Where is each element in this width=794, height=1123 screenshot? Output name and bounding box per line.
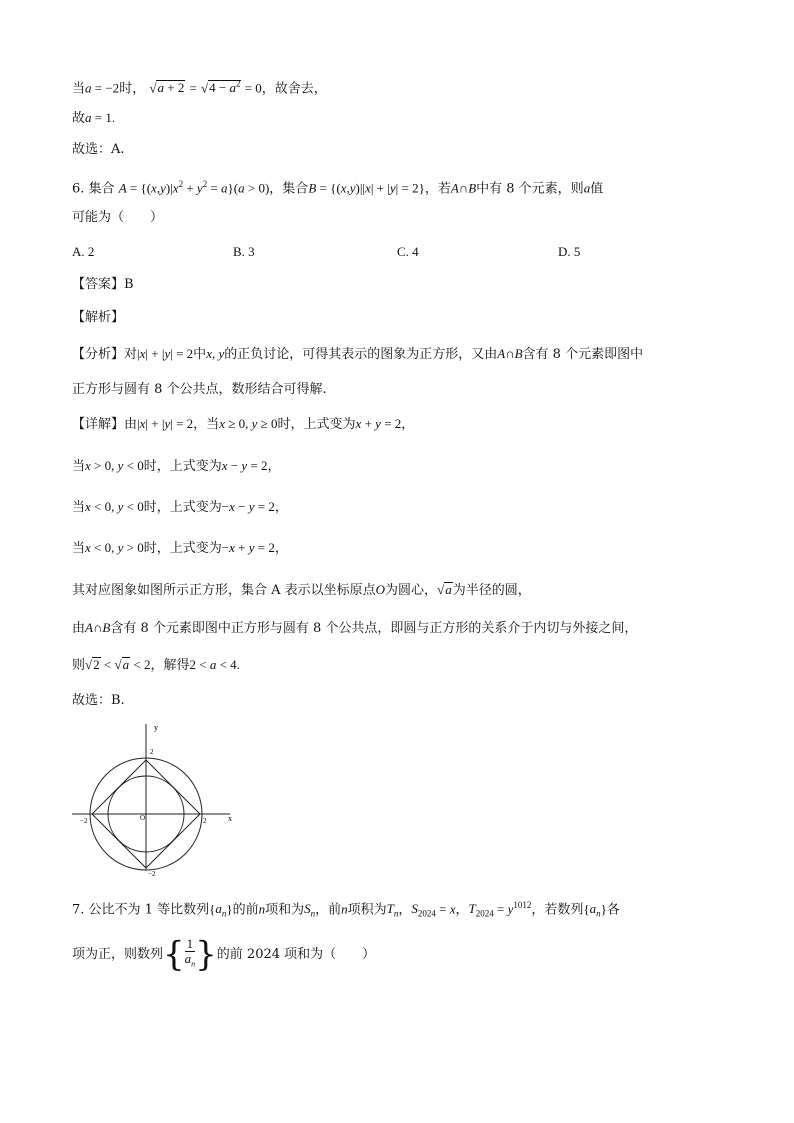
text: 时， — [119, 81, 146, 97]
detail-line-1: 【详解】由|x| + |y| = 2，当x ≥ 0, y ≥ 0时，上式变为x + y = 2， — [72, 416, 415, 432]
text: 值 — [590, 181, 604, 197]
text: ，若数列 — [531, 902, 584, 918]
case-line-4: 当x < 0, y > 0时，上式变为−x + y = 2， — [72, 540, 288, 556]
text: 当 — [72, 459, 86, 474]
tick-label-x-pos: 2 — [203, 817, 207, 825]
tick-label-y-pos: 2 — [150, 748, 154, 756]
circle-square-figure — [68, 718, 248, 878]
x-axis-label: x — [228, 814, 232, 823]
text: ，集合 — [269, 181, 309, 197]
text-line-3: 故选：A. — [72, 142, 125, 157]
question-6-stem: 6. 集合 $A = \{(x,y)|x^2 + y^2 = a\}(a > 0)$，集合B = {(x,y)||x| + |y| = 2}，若A∩B中有 8 个元素，则a值 — [72, 179, 604, 197]
text: = — [189, 80, 197, 96]
text: ，解得 — [150, 658, 190, 673]
text: ，若 — [424, 181, 451, 197]
text: 【详解】由 — [72, 417, 138, 432]
y-axis-label: y — [154, 723, 158, 732]
question-6-stem-line2: 可能为（ ） — [72, 210, 164, 225]
text: 项和为 — [265, 902, 305, 918]
text: 各 — [606, 902, 620, 918]
text: 由 — [72, 621, 86, 636]
text: 时，上式变为 — [143, 459, 222, 474]
option-d: D. 5 — [558, 244, 581, 259]
analysis-line-1: 【分析】对|x| + |y| = 2中x, y的正负讨论，可得其表示的图象为正方形，又由A∩B含有 8 个元素即图中 — [72, 346, 644, 362]
origin-label: O — [140, 814, 146, 822]
analysis-line-2: 正方形与圆有 8 个公共点，数形结合可得解. — [72, 382, 327, 397]
text: 含有 8 个元素即图中 — [522, 347, 644, 362]
case-line-2: 当x > 0, y < 0时，上式变为x − y = 2， — [72, 458, 281, 474]
text: ，当 — [193, 417, 220, 432]
text: 其对应图象如图所示正方形，集合 A 表示以坐标原点 — [72, 583, 376, 598]
text: 中有 8 个元素，则 — [476, 181, 584, 197]
text: 项为正，则数列 — [72, 946, 164, 962]
case-line-3: 当x < 0, y < 0时，上式变为−x − y = 2， — [72, 499, 288, 515]
text: 6. 集合 — [72, 181, 115, 197]
option-c: C. 4 — [397, 244, 419, 259]
text: 项积为 — [347, 902, 387, 918]
text: 当 — [72, 541, 86, 556]
text: ，故舍去， — [261, 81, 327, 97]
text-line-1: 当a = −2时， $√a + 2 = √4 - a^2 = 0$，故舍去， — [72, 79, 327, 97]
answer-label: 【答案】B — [72, 277, 134, 292]
text: 含有 8 个元素即图中正方形与圆有 8 个公共点，即圆与正方形的关系介于内切与外接之间， — [110, 621, 638, 636]
text: 7. 公比不为 1 等比数列 — [72, 902, 210, 918]
text: 时，上式变为 — [143, 500, 222, 515]
text: 故 — [72, 111, 86, 126]
analysis-label: 【解析】 — [72, 310, 125, 325]
text: 为半径的圆， — [452, 583, 531, 598]
graph-description: 其对应图象如图所示正方形，集合 A 表示以坐标原点O为圆心，√a为半径的圆， — [72, 582, 531, 598]
question-7-stem: 7. 公比不为 1 等比数列$\{a_n\}$的前n项和为$S_n$，前n项积为$T_n$，$S_{2024} = x$，$T_{2024} = y^{1012}$，若数列$\{a_n\}$各 — [72, 900, 620, 919]
text-line-2: 故a = 1. — [72, 110, 116, 126]
question-7-stem-line2: 项为正，则数列{ $\frac{1}{a_n}$ }的前 2024 项和为（ ） — [72, 934, 376, 975]
option-a: A. 2 — [72, 244, 95, 259]
text: 的前 — [232, 902, 259, 918]
conclusion-line: 则√2 < √a < 2，解得2 < a < 4. — [72, 657, 240, 673]
text: 【分析】对 — [72, 347, 138, 362]
text: 则 — [72, 658, 86, 673]
choose-line: 故选：B. — [72, 693, 125, 708]
text: 的前 2024 项和为（ ） — [216, 946, 376, 962]
text: 为圆心， — [385, 583, 438, 598]
text: 中 — [193, 347, 207, 362]
text: 时，上式变为 — [277, 417, 356, 432]
text: 当 — [72, 500, 86, 515]
text: ，前 — [315, 902, 342, 918]
text: 当 — [72, 81, 86, 97]
text: 的正负讨论，可得其表示的图象为正方形，又由 — [224, 347, 498, 362]
tick-label-x-neg: −2 — [80, 817, 88, 825]
relation-line: 由A∩B含有 8 个元素即图中正方形与圆有 8 个公共点，即圆与正方形的关系介于内切与外接之间， — [72, 620, 638, 636]
option-b: B. 3 — [233, 244, 255, 259]
text: 时，上式变为 — [143, 541, 222, 556]
tick-label-y-neg: −2 — [148, 870, 156, 878]
